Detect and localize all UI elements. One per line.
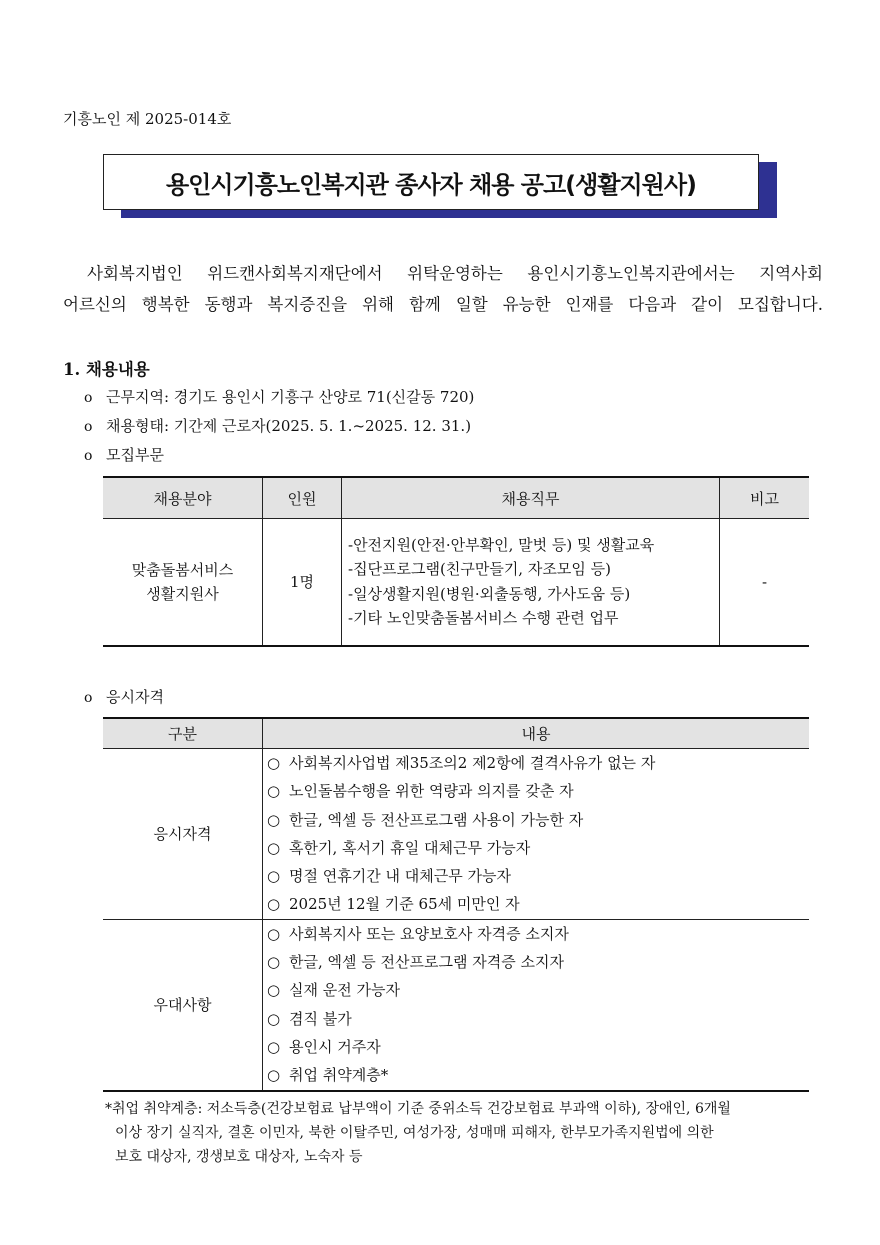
recruitment-table	[103, 476, 809, 647]
list-item	[267, 1033, 805, 1061]
duty-item: -기타 노인맞춤돌봄서비스 수행 관련 업무	[348, 609, 619, 628]
bullet-text: 채용형태: 기간제 근로자(2025. 5. 1.~2025. 12. 31.)	[106, 417, 472, 435]
bullet-qualification	[84, 686, 164, 707]
item-text: 2025년 12월 기준 65세 미만인 자	[289, 895, 520, 914]
item-text: 한글, 엑셀 등 전산프로그램 자격증 소지자	[289, 953, 564, 972]
circle-marker: ○	[267, 838, 281, 857]
table-header: 인원	[263, 477, 342, 519]
table-header: 내용	[263, 718, 810, 749]
bullet-department	[84, 444, 164, 465]
bullet-marker: o	[84, 419, 93, 435]
item-text: 노인돌봄수행을 위한 역량과 의지를 갖춘 자	[289, 782, 574, 801]
table-row	[103, 519, 809, 646]
title-banner	[103, 154, 759, 210]
list-item	[267, 948, 805, 976]
intro-line: 사회복지법인 위드캔사회복지재단에서 위탁운영하는 용인시기흥노인복지관에서는 지역사회	[87, 264, 823, 283]
item-text: 사회복지사업법 제35조의2 제2항에 결격사유가 없는 자	[289, 754, 656, 772]
bullet-marker: o	[84, 690, 93, 706]
item-text: 취업 취약계층*	[289, 1066, 389, 1085]
list-item	[267, 1061, 805, 1089]
field-role: 생활지원사	[146, 584, 219, 603]
items-cell	[263, 749, 810, 920]
item-text: 사회복지사 또는 요양보호사 자격증 소지자	[289, 924, 569, 943]
table-header: 채용분야	[103, 477, 263, 519]
circle-marker: ○	[267, 810, 281, 829]
list-item	[267, 806, 805, 834]
intro-paragraph	[63, 258, 823, 320]
table-header: 비고	[720, 477, 810, 519]
list-item	[267, 920, 805, 948]
footnote-line: *취업 취약계층: 저소득층(건강보험료 납부액이 기준 중위소득 건강보험료 부과액 이하), 장애인, 6개월	[105, 1101, 731, 1117]
document-number: 기흥노인 제 2025-014호	[63, 110, 232, 128]
list-item	[267, 862, 805, 890]
duty-item: -집단프로그램(친구만들기, 자조모임 등)	[348, 560, 611, 579]
table-header-row	[103, 477, 809, 519]
table-header: 채용직무	[342, 477, 720, 519]
item-text: 용인시 거주자	[289, 1037, 381, 1056]
list-item	[267, 749, 805, 777]
table-row	[103, 919, 809, 1090]
footnote-line: 이상 장기 실직자, 결혼 이민자, 북한 이탈주민, 여성가장, 성매매 피해자, 한부모가족지원법에 의한	[115, 1125, 714, 1141]
list-item	[267, 777, 805, 805]
circle-marker: ○	[267, 867, 281, 886]
list-item	[267, 890, 805, 918]
list-item	[267, 976, 805, 1004]
list-item	[267, 1005, 805, 1033]
category-cell: 우대사항	[103, 919, 263, 1090]
category-cell: 응시자격	[103, 749, 263, 920]
bullet-text: 근무지역: 경기도 용인시 기흥구 산양로 71(신갈동 720)	[106, 388, 475, 406]
field-name: 맞춤돌봄서비스	[131, 560, 234, 579]
bullet-location	[84, 386, 474, 407]
circle-marker: ○	[267, 895, 281, 914]
bullet-employment-type	[84, 415, 471, 436]
circle-marker: ○	[267, 782, 281, 801]
circle-marker: ○	[267, 1037, 281, 1056]
item-text: 명절 연휴기간 내 대체근무 가능자	[289, 867, 511, 886]
headcount-cell: 1명	[263, 519, 342, 646]
list-item	[267, 834, 805, 862]
circle-marker: ○	[267, 1066, 281, 1085]
page-title: 용인시기흥노인복지관 종사자 채용 공고(생활지원사)	[103, 154, 759, 210]
intro-line: 어르신의 행복한 동행과 복지증진을 위해 함께 일할 유능한 인재를 다음과 같이 모집합니다.	[63, 295, 823, 314]
item-text: 겸직 불가	[289, 1009, 352, 1028]
table-header-row	[103, 718, 809, 749]
item-text: 실재 운전 가능자	[289, 981, 400, 1000]
circle-marker: ○	[267, 981, 281, 1000]
duty-item: -안전지원(안전·안부확인, 말벗 등) 및 생활교육	[348, 535, 655, 554]
items-cell	[263, 919, 810, 1090]
circle-marker: ○	[267, 924, 281, 943]
note-cell: -	[720, 519, 810, 646]
table-header: 구분	[103, 718, 263, 749]
bullet-text: 모집부문	[106, 446, 164, 464]
footnote	[105, 1097, 805, 1169]
bullet-marker: o	[84, 390, 93, 406]
circle-marker: ○	[267, 953, 281, 972]
bullet-marker: o	[84, 448, 93, 464]
item-text: 혹한기, 혹서기 휴일 대체근무 가능자	[289, 838, 531, 857]
duty-item: -일상생활지원(병원·외출동행, 가사도움 등)	[348, 584, 631, 603]
duties-cell	[342, 519, 720, 646]
footnote-line: 보호 대상자, 갱생보호 대상자, 노숙자 등	[115, 1149, 363, 1165]
bullet-text: 응시자격	[106, 688, 164, 706]
section-heading: 1. 채용내용	[63, 360, 150, 379]
qualification-table	[103, 717, 809, 1092]
table-row	[103, 749, 809, 920]
item-text: 한글, 엑셀 등 전산프로그램 사용이 가능한 자	[289, 810, 584, 829]
circle-marker: ○	[267, 754, 281, 772]
circle-marker: ○	[267, 1009, 281, 1028]
field-cell	[103, 519, 263, 646]
